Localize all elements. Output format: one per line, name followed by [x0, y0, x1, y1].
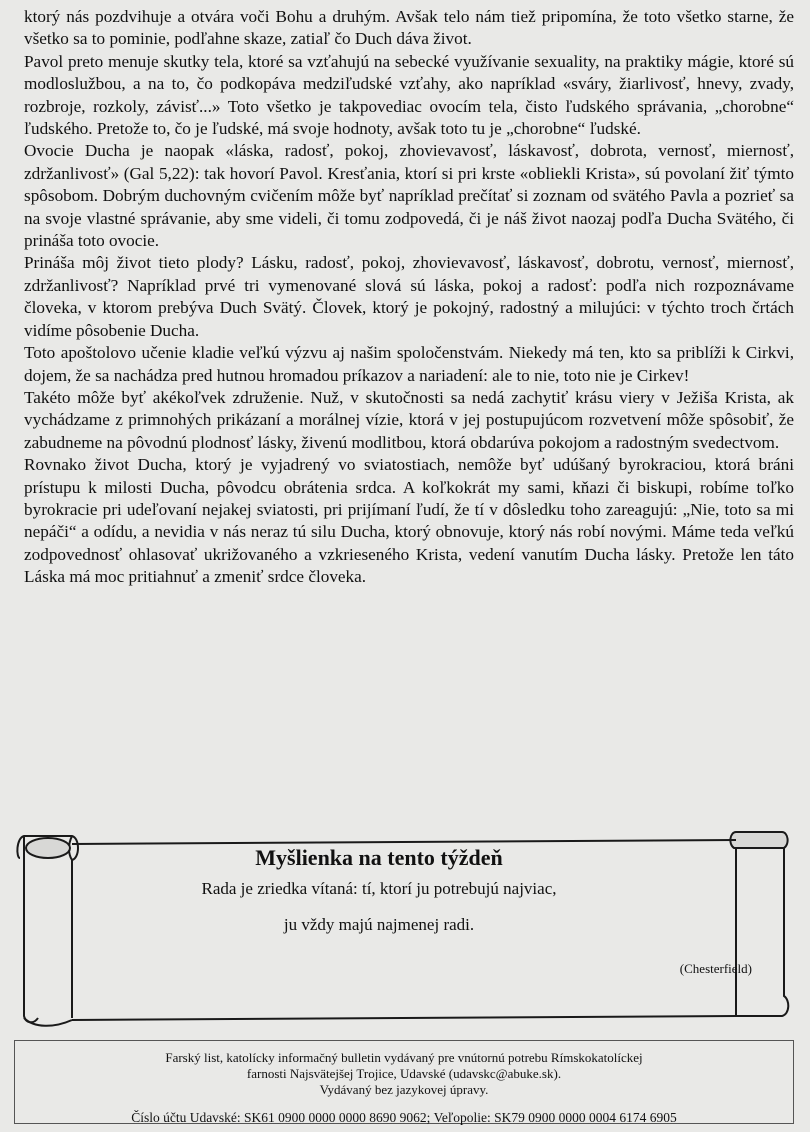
- paragraph: Rovnako život Ducha, ktorý je vyjadrený vo sviatostiach, nemôže byť udúšaný byrokraciou, ktorá bráni prístupu k milosti Ducha, pôvodcu obrátenia srdca. A koľkokrát my sami, kňazi či biskupi, robíme toľko byrokracie pri udeľovaní nejakej sviatosti, pri prijímaní ľudí, že tí v dôsledku toho zareagujú: „Nie, toto sa mi nepáči“ a odídu, a nevidia v nás neraz tú silu Ducha, ktorý obnovuje, ktorý nás robí novými. Máme teda veľkú zodpovednosť ohlasovať ukrižovaného a vzkrieseného Krista, vedení vanutím Ducha lásky. Pretože len táto Láska má moc pritiahnuť a zmeniť srdce človeka.: [24, 455, 794, 587]
- thought-of-the-week-scroll: [14, 818, 794, 1028]
- footer-line: Farský list, katolícky informačný bulletin vydávaný pre vnútornú potrebu Rímskokatolíckej: [165, 1050, 643, 1065]
- quote-author: (Chesterfield): [679, 961, 752, 976]
- thought-title: Myšlienka na tento týždeň: [255, 845, 503, 870]
- article-body: [24, 6, 794, 589]
- bulletin-footer: [14, 1040, 794, 1124]
- paragraph: Takéto môže byť akékoľvek združenie. Nuž, v skutočnosti sa nedá zachytiť krásu viery v Ježiša Krista, ak vychádzame z primnohých prikázaní a morálnej vízie, ktorá v jej postupujúcom rozvetvení môže spôsobiť, že zabudneme na pôvodnú plodnosť lásky, živenú modlitbou, ktorá obdarúva pokojom a radostným svedectvom.: [24, 387, 794, 452]
- quote-line-1: Rada je zriedka vítaná: tí, ktorí ju potrebujú najviac,: [201, 879, 557, 898]
- footer-line: farnosti Najsvätejšej Trojice, Udavské (udavskc@abuke.sk).: [246, 1066, 562, 1081]
- quote-line-2: ju vždy majú najmenej radi.: [283, 915, 475, 934]
- paragraph: ktorý nás pozdvihuje a otvára voči Bohu a druhým. Avšak telo nám tiež pripomína, že toto všetko starne, že všetko sa to pominie, podľahne skaze, zatiaľ čo Duch dáva život.: [24, 7, 794, 49]
- paragraph: Ovocie Ducha je naopak «láska, radosť, pokoj, zhovievavosť, láskavosť, dobrota, vernosť, miernosť, zdržanlivosť» (Gal 5,22): tak hovorí Pavol. Kresťania, ktorí si pri krste «obliekli Krista», sú povolaní žiť týmto spôsobom. Dobrým duchovným cvičením môže byť napríklad prečítať si zoznam od svätého Pavla a pozrieť sa na svoje vlastné správanie, aby sme videli, či tomu zodpovedá, či je náš život naozaj podľa Ducha Svätého, či prináša toto ovocie.: [24, 141, 794, 251]
- paragraph: Toto apoštolovo učenie kladie veľkú výzvu aj našim spoločenstvám. Niekedy má ten, kto sa priblíži k Cirkvi, dojem, že sa nachádza pred hutnou hromadou príkazov a nariadení: ale to nie, toto nie je Cirkev!: [24, 343, 794, 385]
- bank-account-info: Číslo účtu Udavské: SK61 0900 0000 0000 8690 9062; Veľopolie: SK79 0900 0000 0004 6174 6905: [131, 1110, 677, 1125]
- footer-line: Vydávaný bez jazykovej úpravy.: [319, 1082, 489, 1097]
- paragraph: Prináša môj život tieto plody? Lásku, radosť, pokoj, zhovievavosť, láskavosť, dobrotu, vernosť, miernosť, zdržanlivosť? Napríklad prvé tri vymenované slová sú láska, pokoj a radosť: podľa nich rozpoznávame človeka, v ktorom prebýva Duch Svätý. Človek, ktorý je pokojný, radostný a milujúci: v týchto troch črtách vidíme pôsobenie Ducha.: [24, 253, 794, 340]
- paragraph: Pavol preto menuje skutky tela, ktoré sa vzťahujú na sebecké využívanie sexuality, na praktiky mágie, ktoré sú modloslužbou, a na to, čo podkopáva medziľudské vzťahy, ako napríklad «sváry, žiarlivosť, hnevy, zvady, rozbroje, rozkoly, závisť...» Toto všetko je takpovediac ovocím tela, čisto ľudského správania, „chorobne“ ľudského. Pretože to, čo je ľudské, má svoje hodnoty, avšak toto tu je „chorobne“ ľudské.: [24, 51, 794, 139]
